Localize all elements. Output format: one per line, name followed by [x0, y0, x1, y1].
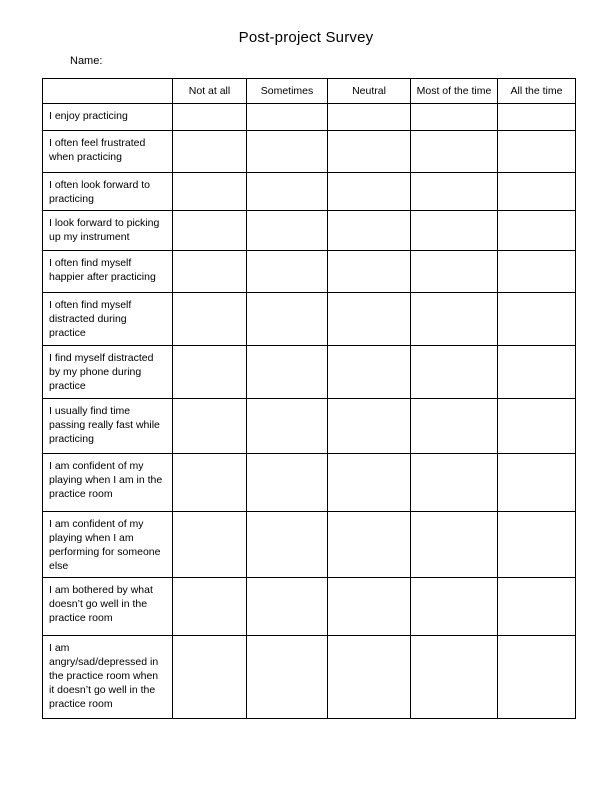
answer-cell[interactable]: [247, 131, 328, 173]
name-label: Name:: [70, 55, 103, 67]
answer-cell[interactable]: [411, 131, 498, 173]
answer-cell[interactable]: [498, 399, 576, 454]
answer-cell[interactable]: [247, 104, 328, 131]
answer-cell[interactable]: [411, 104, 498, 131]
answer-cell[interactable]: [328, 173, 411, 211]
answer-cell[interactable]: [173, 346, 247, 399]
answer-cell[interactable]: [411, 399, 498, 454]
answer-cell[interactable]: [328, 293, 411, 346]
survey-table: [42, 78, 576, 719]
answer-cell[interactable]: [498, 346, 576, 399]
answer-cell[interactable]: [173, 293, 247, 346]
answer-cell[interactable]: [328, 636, 411, 719]
answer-cell[interactable]: [498, 636, 576, 719]
answer-cell[interactable]: [247, 454, 328, 512]
answer-cell[interactable]: [498, 454, 576, 512]
question-cell: I am bothered by what doesn’t go well in the practice room: [43, 578, 173, 636]
question-cell: I often find myself distracted during practice: [43, 293, 173, 346]
answer-cell[interactable]: [247, 251, 328, 293]
answer-cell[interactable]: [411, 211, 498, 251]
answer-cell[interactable]: [498, 293, 576, 346]
table-row: [43, 512, 576, 578]
answer-cell[interactable]: [173, 399, 247, 454]
answer-cell[interactable]: [411, 293, 498, 346]
answer-cell[interactable]: [411, 173, 498, 211]
answer-cell[interactable]: [247, 173, 328, 211]
answer-cell[interactable]: [247, 578, 328, 636]
answer-cell[interactable]: [411, 578, 498, 636]
question-cell: I find myself distracted by my phone during practice: [43, 346, 173, 399]
question-cell: I often find myself happier after practicing: [43, 251, 173, 293]
question-cell: I am angry/sad/depressed in the practice room when it doesn’t go well in the practice room: [43, 636, 173, 719]
answer-cell[interactable]: [328, 131, 411, 173]
answer-cell[interactable]: [173, 104, 247, 131]
answer-cell[interactable]: [173, 454, 247, 512]
table-row: [43, 346, 576, 399]
column-header-sometimes: Sometimes: [247, 79, 328, 104]
header-row: [43, 79, 576, 104]
answer-cell[interactable]: [173, 578, 247, 636]
answer-cell[interactable]: [328, 454, 411, 512]
answer-cell[interactable]: [498, 104, 576, 131]
column-header-neutral: Neutral: [328, 79, 411, 104]
table-row: [43, 454, 576, 512]
answer-cell[interactable]: [173, 211, 247, 251]
table-row: [43, 578, 576, 636]
table-row: [43, 293, 576, 346]
answer-cell[interactable]: [328, 251, 411, 293]
answer-cell[interactable]: [411, 636, 498, 719]
question-cell: I look forward to picking up my instrument: [43, 211, 173, 251]
answer-cell[interactable]: [247, 636, 328, 719]
column-header-all-the-time: All the time: [498, 79, 576, 104]
answer-cell[interactable]: [498, 131, 576, 173]
column-header-most-of-the-time: Most of the time: [411, 79, 498, 104]
answer-cell[interactable]: [328, 399, 411, 454]
answer-cell[interactable]: [173, 251, 247, 293]
question-cell: I often look forward to practicing: [43, 173, 173, 211]
answer-cell[interactable]: [411, 512, 498, 578]
answer-cell[interactable]: [247, 512, 328, 578]
answer-cell[interactable]: [498, 578, 576, 636]
table-row: [43, 251, 576, 293]
question-cell: I often feel frustrated when practicing: [43, 131, 173, 173]
answer-cell[interactable]: [328, 211, 411, 251]
answer-cell[interactable]: [328, 578, 411, 636]
page-title: Post-project Survey: [238, 29, 374, 46]
answer-cell[interactable]: [498, 512, 576, 578]
question-cell: I usually find time passing really fast while practicing: [43, 399, 173, 454]
corner-cell: [43, 79, 173, 104]
answer-cell[interactable]: [173, 131, 247, 173]
table-row: [43, 131, 576, 173]
table-row: [43, 211, 576, 251]
answer-cell[interactable]: [411, 346, 498, 399]
answer-cell[interactable]: [173, 173, 247, 211]
question-cell: I enjoy practicing: [43, 104, 173, 131]
answer-cell[interactable]: [247, 399, 328, 454]
table-row: [43, 173, 576, 211]
answer-cell[interactable]: [411, 454, 498, 512]
answer-cell[interactable]: [247, 293, 328, 346]
question-cell: I am confident of my playing when I am in the practice room: [43, 454, 173, 512]
answer-cell[interactable]: [173, 512, 247, 578]
answer-cell[interactable]: [498, 251, 576, 293]
answer-cell[interactable]: [173, 636, 247, 719]
answer-cell[interactable]: [247, 346, 328, 399]
answer-cell[interactable]: [411, 251, 498, 293]
answer-cell[interactable]: [498, 211, 576, 251]
column-header-not-at-all: Not at all: [173, 79, 247, 104]
answer-cell[interactable]: [328, 104, 411, 131]
table-row: [43, 636, 576, 719]
answer-cell[interactable]: [498, 173, 576, 211]
answer-cell[interactable]: [328, 512, 411, 578]
question-cell: I am confident of my playing when I am performing for someone else: [43, 512, 173, 578]
table-row: [43, 399, 576, 454]
answer-cell[interactable]: [247, 211, 328, 251]
table-row: [43, 104, 576, 131]
answer-cell[interactable]: [328, 346, 411, 399]
